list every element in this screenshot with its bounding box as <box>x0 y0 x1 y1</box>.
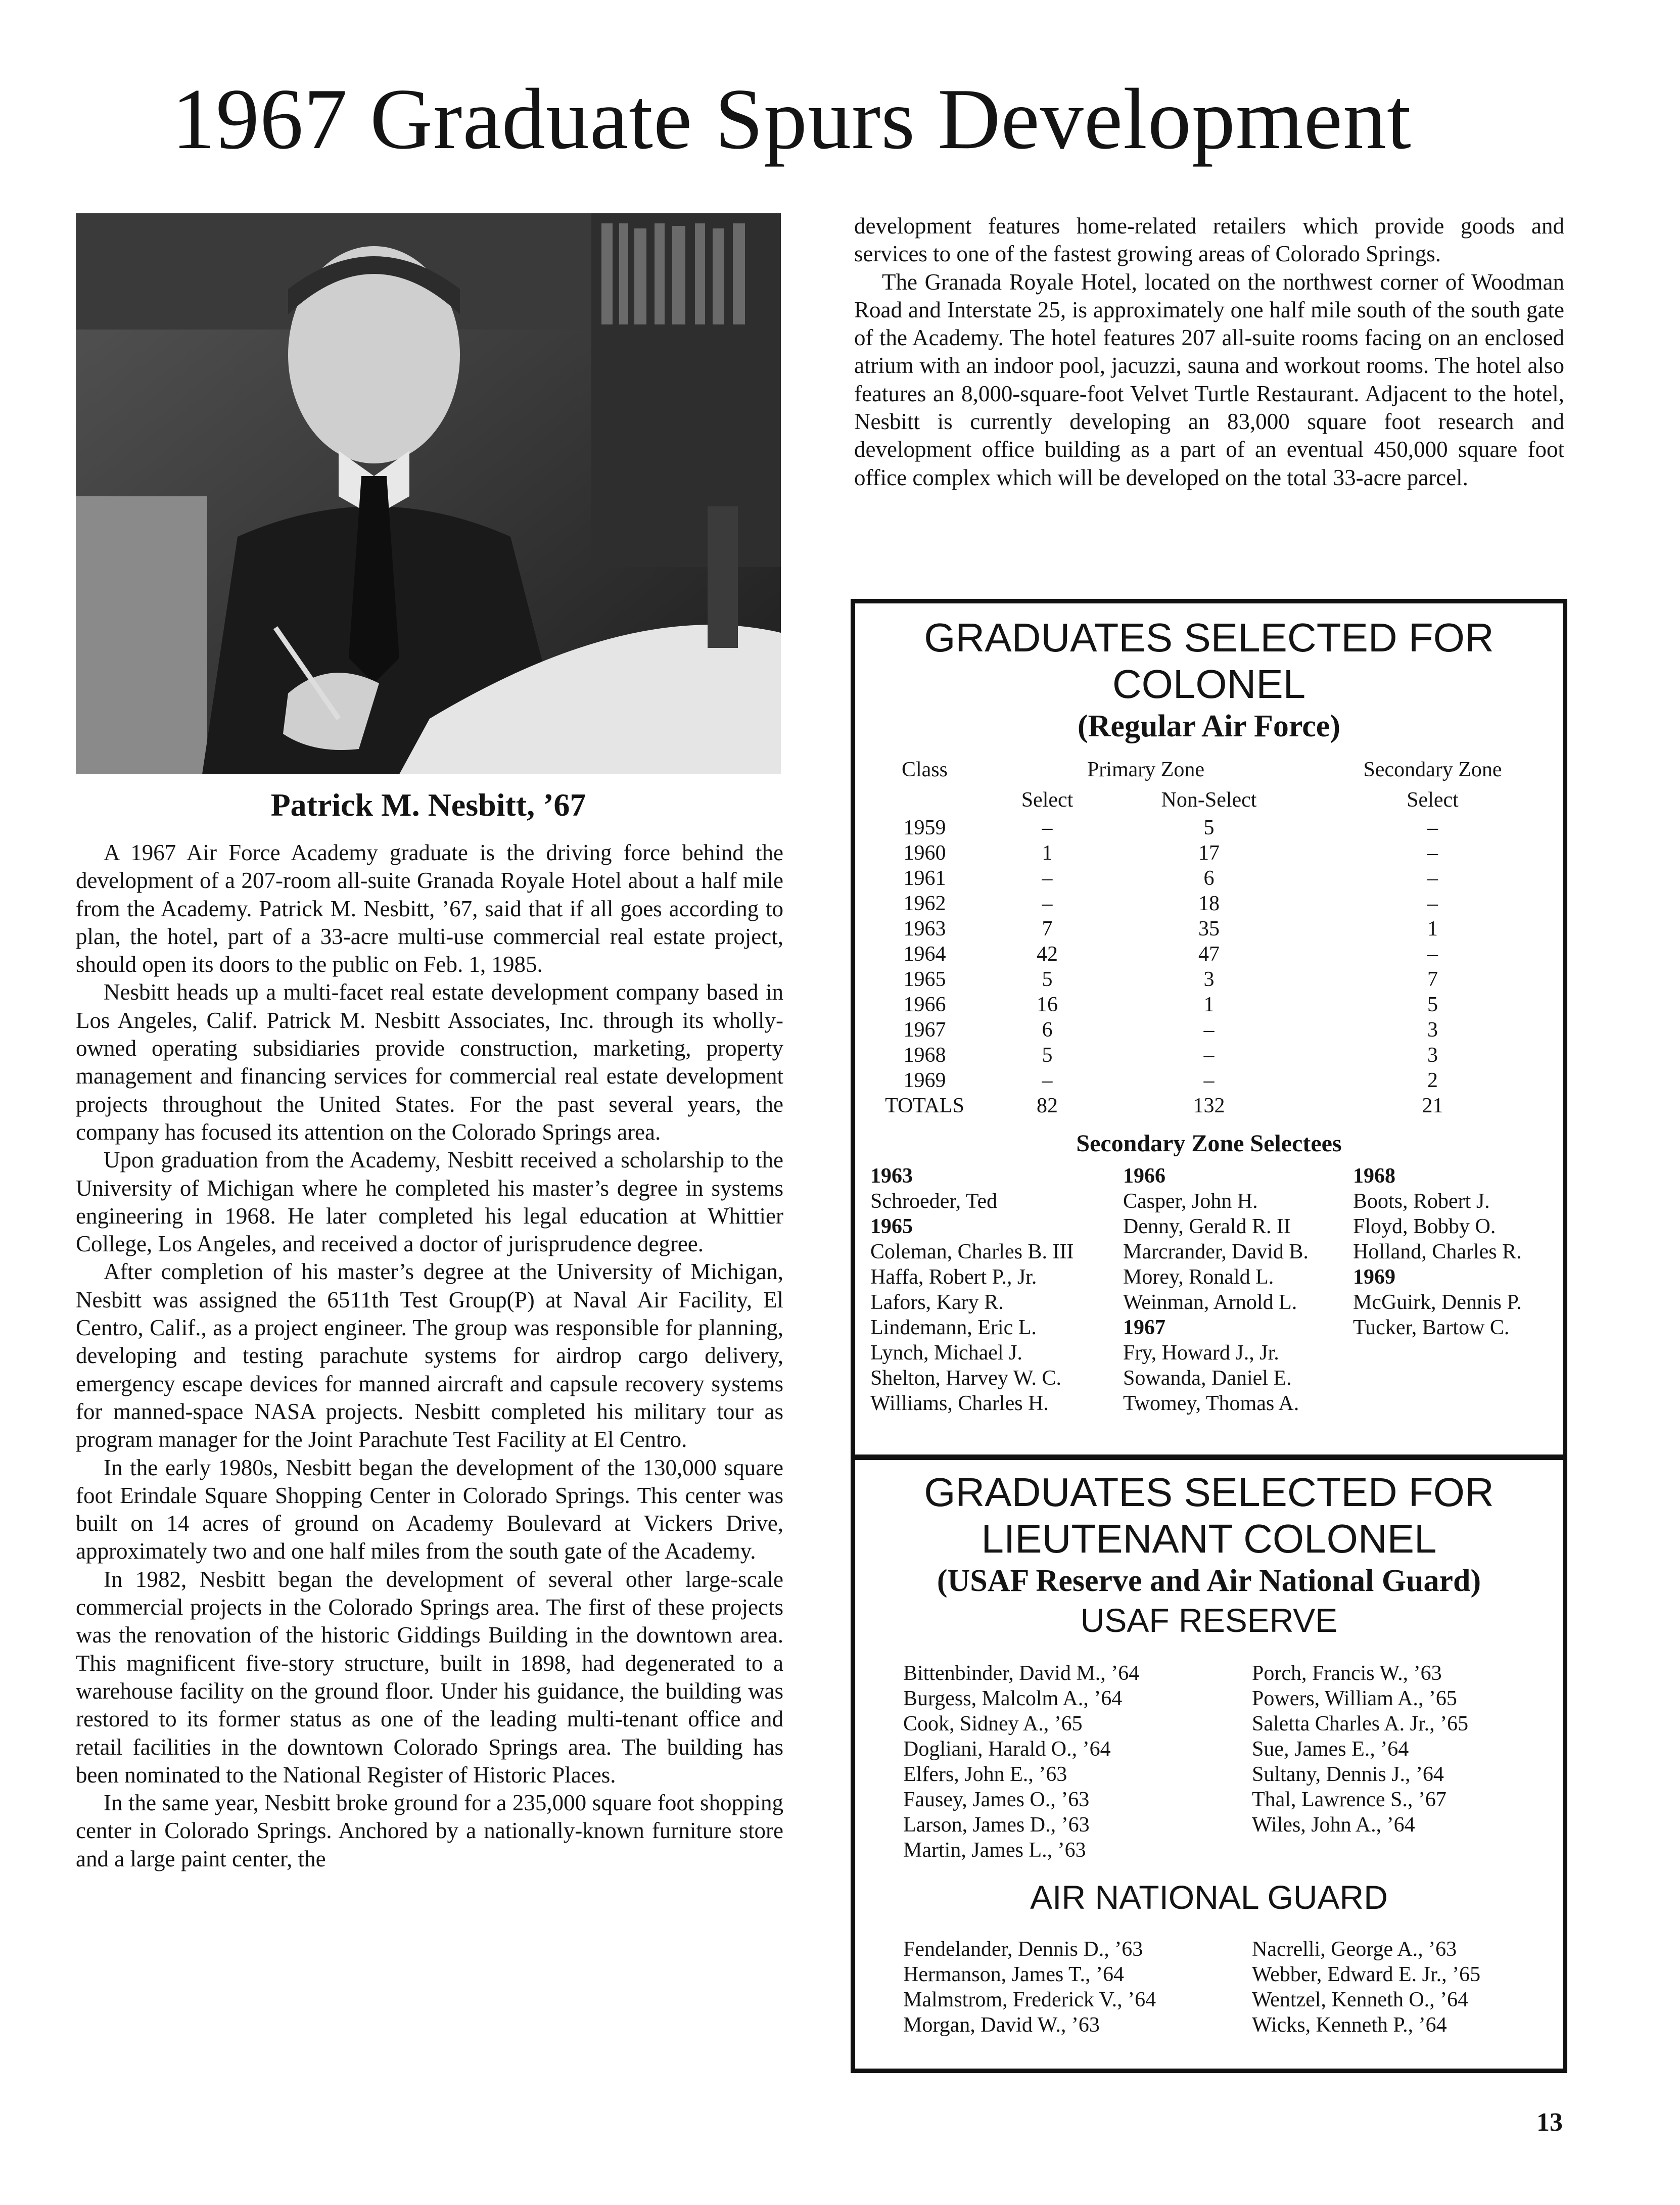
guard-heading: AIR NATIONAL GUARD <box>1030 1879 1388 1916</box>
table-cell: 6 <box>1203 867 1215 890</box>
table-cell: 35 <box>1198 917 1220 941</box>
list-item: Cook, Sidney A., ’65 <box>903 1712 1083 1735</box>
article-paragraph: In the same year, Nesbitt broke ground for a 235,000 square foot shopping center in Colorado Springs. Anchored by a nationally-known furniture store and a large paint center, the <box>76 1790 783 1871</box>
selectee-name: Weinman, Arnold L. <box>1123 1291 1297 1314</box>
selectees-column <box>870 1163 1123 1416</box>
article-paragraph: A 1967 Air Force Academy graduate is the driving force behind the development of a 207-room all-suite Granada Royale Hotel about a half mile from the Academy. Patrick M. Nesbitt, ’67, said that if all goes according to plan, the hotel, part of a 33-acre multi-use commercial real estate project, should open its doors to the public on Feb. 1, 1985. <box>76 840 783 977</box>
table-cell: 5 <box>1203 816 1215 839</box>
portrait-photo <box>76 213 781 774</box>
list-item: Malmstrom, Frederick V., ’64 <box>903 1988 1156 2011</box>
selectee-name: Holland, Charles R. <box>1353 1240 1522 1263</box>
table-cell: 1968 <box>903 1044 946 1067</box>
table-cell: – <box>1042 1069 1053 1092</box>
box-title: GRADUATES SELECTED FOR <box>924 615 1494 660</box>
table-cell: 82 <box>1037 1094 1058 1117</box>
list-item: Morgan, David W., ’63 <box>903 2013 1100 2037</box>
list-item: Wicks, Kenneth P., ’64 <box>1252 2013 1447 2037</box>
table-cell: 1962 <box>903 892 946 915</box>
colonel-selection-box <box>851 599 1567 1459</box>
table-cell: 7 <box>1427 968 1438 991</box>
table-cell: 1 <box>1042 841 1053 865</box>
article-paragraph: After completion of his master’s degree at the University of Michigan, Nesbitt was assigned the 6511th Test Group(P) at Naval Air Facility, El Centro, Calif., as a project engineer. The group was responsible for planning, developing and testing parachute systems for airdrop cargo delivery, emergency escape devices for manned aircraft and capsule recovery systems for manned-space NASA projects. Nesbitt completed his military tour as program manager for the Joint Parachute Test Facility at El Centro. <box>76 1259 783 1452</box>
table-cell: 47 <box>1198 943 1220 966</box>
table-header-row <box>865 755 1558 785</box>
table-cell: – <box>1203 1069 1215 1092</box>
table-cell: 6 <box>1042 1018 1053 1042</box>
box-title: COLONEL <box>1112 662 1306 707</box>
box-title: LIEUTENANT COLONEL <box>981 1516 1437 1561</box>
table-cell: – <box>1427 892 1438 915</box>
table-row <box>865 840 1558 866</box>
table-cell: 1963 <box>903 917 946 941</box>
column-subheader: Select <box>1407 788 1459 812</box>
selectee-year: 1969 <box>1353 1265 1395 1289</box>
selectee-year: 1965 <box>870 1215 913 1238</box>
selectee-name: Sowanda, Daniel E. <box>1123 1367 1292 1390</box>
table-cell: 1966 <box>903 993 946 1016</box>
selectees-column <box>1353 1163 1555 1416</box>
selectees-title: Secondary Zone Selectees <box>1076 1130 1342 1157</box>
table-row <box>865 1068 1558 1093</box>
list-item: Martin, James L., ’63 <box>903 1839 1086 1862</box>
table-row <box>865 1093 1558 1118</box>
table-row <box>865 1043 1558 1068</box>
table-cell: 21 <box>1422 1094 1443 1117</box>
selectee-name: Coleman, Charles B. III <box>870 1240 1074 1263</box>
article-paragraph: Upon graduation from the Academy, Nesbitt received a scholarship to the University of Michigan where he completed his master’s degree in systems engineering in 1968. He later completed his legal education at Whittier College, Los Angeles, and received a doctor of jurisprudence degree. <box>76 1147 783 1257</box>
table-row <box>865 815 1558 840</box>
list-item: Burgess, Malcolm A., ’64 <box>903 1687 1123 1710</box>
guard-column <box>1252 1937 1555 2038</box>
list-item: Fendelander, Dennis D., ’63 <box>903 1938 1143 1961</box>
reserve-column <box>1252 1661 1555 1863</box>
list-item: Powers, William A., ’65 <box>1252 1687 1457 1710</box>
photo-caption: Patrick M. Nesbitt, ’67 <box>270 787 586 823</box>
reserve-list <box>855 1661 1563 1863</box>
list-item: Nacrelli, George A., ’63 <box>1252 1938 1457 1961</box>
box-subtitle: (Regular Air Force) <box>1078 709 1340 743</box>
selectee-name: McGuirk, Dennis P. <box>1353 1291 1522 1314</box>
table-cell: – <box>1203 1018 1215 1042</box>
article-continuation: development features home-related retailers which provide goods and services to one of the fastest growing areas of Colorado Springs. <box>854 213 1564 267</box>
selectees-list <box>855 1163 1563 1416</box>
reserve-heading: USAF RESERVE <box>1080 1602 1338 1639</box>
table-cell: 132 <box>1193 1094 1225 1117</box>
table-cell: 5 <box>1042 1044 1053 1067</box>
table-cell: 42 <box>1037 943 1058 966</box>
table-cell: 16 <box>1037 993 1058 1016</box>
list-item: Sultany, Dennis J., ’64 <box>1252 1763 1444 1786</box>
selectee-name: Tucker, Bartow C. <box>1353 1316 1510 1339</box>
list-item: Sue, James E., ’64 <box>1252 1738 1409 1761</box>
table-cell: 3 <box>1427 1044 1438 1067</box>
table-row <box>865 942 1558 967</box>
table-cell: 1967 <box>903 1018 946 1042</box>
guard-column <box>903 1937 1252 2038</box>
guard-list <box>855 1937 1563 2038</box>
selectee-year: 1968 <box>1353 1164 1395 1188</box>
selectee-name: Marcrander, David B. <box>1123 1240 1309 1263</box>
list-item: Dogliani, Harald O., ’64 <box>903 1738 1111 1761</box>
table-cell: 1 <box>1427 917 1438 941</box>
table-cell: – <box>1427 841 1438 865</box>
table-cell: – <box>1427 816 1438 839</box>
list-item: Wiles, John A., ’64 <box>1252 1813 1415 1837</box>
article-paragraph: In 1982, Nesbitt began the development of several other large-scale commercial projects in the Colorado Springs area. The first of these projects was the renovation of the historic Giddings Building in the downtown area. This magnificent five-story structure, built in 1898, had degenerated to a warehouse facility on the ground floor. Under his guidance, the building was restored to its former status as one of the leading multi-tenant office and retail facilities in the downtown Colorado Springs area. The building has been nominated to the National Register of Historic Places. <box>76 1566 783 1788</box>
column-header: Class <box>901 758 948 781</box>
table-cell: 5 <box>1042 968 1053 991</box>
list-item: Larson, James D., ’63 <box>903 1813 1090 1837</box>
table-row <box>865 992 1558 1017</box>
list-item: Porch, Francis W., ’63 <box>1252 1662 1442 1685</box>
selectee-name: Morey, Ronald L. <box>1123 1265 1274 1289</box>
colonel-zone-table <box>865 755 1558 1118</box>
table-cell: 1964 <box>903 943 946 966</box>
list-item: Saletta Charles A. Jr., ’65 <box>1252 1712 1469 1735</box>
selectee-name: Lafors, Kary R. <box>870 1291 1004 1314</box>
table-row <box>865 916 1558 942</box>
page-headline: 1967 Graduate Spurs Development <box>172 71 1412 167</box>
column-subheader: Select <box>1021 788 1074 812</box>
selectee-name: Lindemann, Eric L. <box>870 1316 1037 1339</box>
table-row <box>865 1017 1558 1043</box>
table-cell: 5 <box>1427 993 1438 1016</box>
article-right-column <box>854 212 1564 492</box>
list-item: Wentzel, Kenneth O., ’64 <box>1252 1988 1469 2011</box>
selectee-name: Twomey, Thomas A. <box>1123 1392 1299 1415</box>
column-header: Secondary Zone <box>1363 758 1502 781</box>
selectee-name: Lynch, Michael J. <box>870 1341 1022 1365</box>
lt-colonel-selection-box <box>851 1456 1567 2073</box>
table-cell: 1 <box>1203 993 1215 1016</box>
page-number: 13 <box>1536 2108 1563 2137</box>
table-cell: – <box>1042 816 1053 839</box>
selectee-name: Haffa, Robert P., Jr. <box>870 1265 1037 1289</box>
table-cell: 1960 <box>903 841 946 865</box>
article-paragraph: The Granada Royale Hotel, located on the northwest corner of Woodman Road and Interstate 25, is approximately one half mile south of the south gate of the Academy. The hotel features 207 all-suite rooms facing on an enclosed atrium with an indoor pool, jacuzzi, sauna and workout rooms. The hotel also features an 8,000-square-foot Velvet Turtle Restaurant. Adjacent to the hotel, Nesbitt is currently developing an 83,000 square foot research and development office building as a part of an eventual 450,000 square foot office complex which will be developed on the total 33-acre parcel. <box>854 269 1564 490</box>
portrait-illustration <box>76 213 781 774</box>
list-item: Fausey, James O., ’63 <box>903 1788 1090 1811</box>
table-cell: – <box>1042 867 1053 890</box>
list-item: Elfers, John E., ’63 <box>903 1763 1067 1786</box>
selectee-name: Fry, Howard J., Jr. <box>1123 1341 1279 1365</box>
table-row <box>865 967 1558 992</box>
box-title: GRADUATES SELECTED FOR <box>924 1470 1494 1515</box>
table-cell: TOTALS <box>885 1094 964 1117</box>
list-item: Bittenbinder, David M., ’64 <box>903 1662 1140 1685</box>
selectee-name: Floyd, Bobby O. <box>1353 1215 1496 1238</box>
selectee-name: Denny, Gerald R. II <box>1123 1215 1291 1238</box>
table-cell: 7 <box>1042 917 1053 941</box>
table-subheader-row <box>865 785 1558 815</box>
selectee-name: Shelton, Harvey W. C. <box>870 1367 1061 1390</box>
selectee-name: Boots, Robert J. <box>1353 1190 1490 1213</box>
table-cell: – <box>1427 867 1438 890</box>
selectee-year: 1967 <box>1123 1316 1165 1339</box>
list-item: Webber, Edward E. Jr., ’65 <box>1252 1963 1481 1986</box>
column-header: Primary Zone <box>1087 758 1205 781</box>
selectee-year: 1963 <box>870 1164 913 1188</box>
selectees-column <box>1123 1163 1353 1416</box>
table-cell: – <box>1203 1044 1215 1067</box>
table-cell: 1959 <box>903 816 946 839</box>
selectee-name: Casper, John H. <box>1123 1190 1258 1213</box>
table-cell: 1961 <box>903 867 946 890</box>
table-cell: 18 <box>1198 892 1220 915</box>
table-cell: 17 <box>1198 841 1220 865</box>
table-cell: 3 <box>1203 968 1215 991</box>
list-item: Hermanson, James T., ’64 <box>903 1963 1125 1986</box>
list-item: Thal, Lawrence S., ’67 <box>1252 1788 1446 1811</box>
table-row <box>865 891 1558 916</box>
selectee-name: Williams, Charles H. <box>870 1392 1049 1415</box>
table-cell: 1969 <box>903 1069 946 1092</box>
table-cell: 2 <box>1427 1069 1438 1092</box>
table-cell: 3 <box>1427 1018 1438 1042</box>
table-cell: – <box>1427 943 1438 966</box>
selectee-name: Schroeder, Ted <box>870 1190 998 1213</box>
article-paragraph: In the early 1980s, Nesbitt began the development of the 130,000 square foot Erindale Square Shopping Center in Colorado Springs. This center was built on 14 acres of ground on Academy Boulevard at Vickers Drive, approximately two and one half miles from the south gate of the Academy. <box>76 1455 783 1564</box>
table-cell: 1965 <box>903 968 946 991</box>
table-cell: – <box>1042 892 1053 915</box>
reserve-column <box>903 1661 1252 1863</box>
article-paragraph: Nesbitt heads up a multi-facet real estate development company based in Los Angeles, Calif. Patrick M. Nesbitt Associates, Inc. through its wholly-owned operating subsidiaries provide construction, marketing, property management and financing services for commercial real estate development projects throughout the United States. For the past several years, the company has focused its attention on the Colorado Springs area. <box>76 979 783 1145</box>
box-subtitle: (USAF Reserve and Air National Guard) <box>937 1564 1481 1598</box>
column-subheader: Non-Select <box>1161 788 1257 812</box>
selectee-year: 1966 <box>1123 1164 1165 1188</box>
article-left-column <box>76 839 783 1873</box>
table-row <box>865 866 1558 891</box>
